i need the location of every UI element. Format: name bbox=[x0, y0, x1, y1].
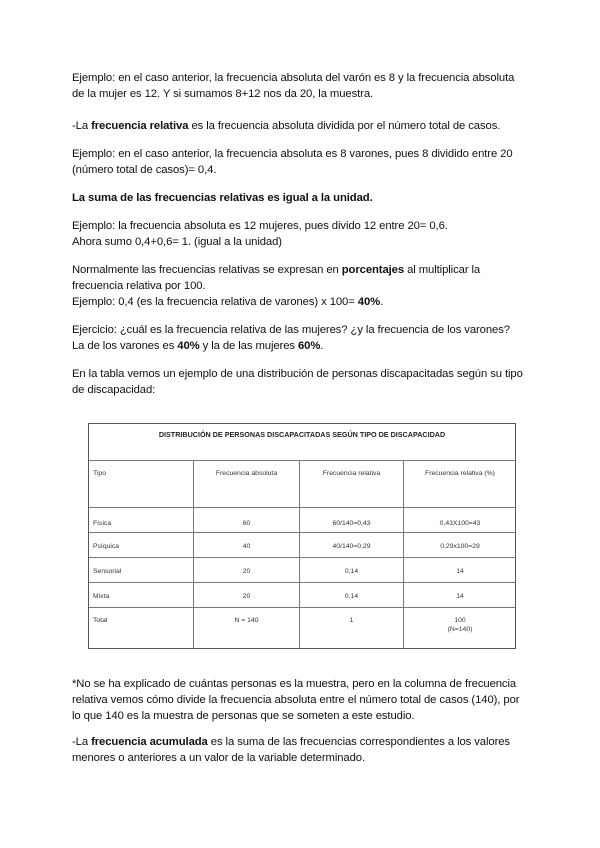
bold-term: porcentajes bbox=[341, 264, 405, 276]
row-divider bbox=[89, 582, 515, 583]
sample-note-paragraph bbox=[72, 676, 532, 724]
example-paragraph-3 bbox=[72, 218, 532, 250]
example-paragraph-2 bbox=[72, 146, 532, 178]
percentage-paragraph bbox=[72, 262, 532, 310]
table-intro-paragraph bbox=[72, 366, 532, 398]
table-cell: N = 140 bbox=[234, 617, 259, 624]
text-line: Ahora sumo 0,4+0,6= 1. (igual a la unidad) bbox=[72, 236, 282, 248]
table-cell: 20 bbox=[242, 568, 251, 575]
bold-term: frecuencia relativa bbox=[91, 120, 189, 132]
bold-term: 40% bbox=[177, 340, 200, 352]
bold-term: 60% bbox=[297, 340, 321, 352]
table-cell: Sensorial bbox=[93, 568, 122, 575]
text-line: *No se ha explicado de cuántas personas es la muestra, pero en la columna de frecuencia bbox=[72, 678, 517, 690]
table-cell: Total bbox=[93, 617, 108, 624]
bold-statement-text: La suma de las frecuencias relativas es igual a la unidad. bbox=[72, 192, 373, 204]
bold-term: frecuencia acumulada bbox=[91, 736, 208, 748]
table-cell: 60/140=0,43 bbox=[332, 520, 371, 527]
table-cell: 60 bbox=[242, 520, 251, 527]
table-cell: 100 bbox=[454, 617, 466, 624]
text-line: (número total de casos)= 0,4. bbox=[72, 164, 217, 176]
row-divider bbox=[89, 607, 515, 608]
table-header-cell: Frecuencia relativa bbox=[322, 470, 381, 477]
text-line bbox=[72, 262, 532, 278]
table-cell: 40 bbox=[242, 543, 251, 550]
cumulative-frequency-definition bbox=[72, 734, 532, 766]
relative-frequency-definition bbox=[72, 118, 532, 134]
table-header-cell: Frecuencia absoluta bbox=[215, 470, 278, 477]
table-header-cell: Frecuencia relativa (%) bbox=[425, 470, 495, 477]
table-cell: 1 bbox=[349, 617, 354, 624]
text-span: -La bbox=[72, 120, 92, 132]
disability-distribution-table bbox=[88, 423, 516, 649]
text-line: Ejemplo: la frecuencia absoluta es 12 mujeres, pues divido 12 entre 20= 0,6. bbox=[72, 220, 448, 232]
text-line: Ejemplo: en el caso anterior, la frecuencia absoluta es 8 varones, pues 8 dividido entre 20 bbox=[72, 148, 513, 160]
table-title-divider bbox=[89, 460, 515, 461]
table-cell: 0,14 bbox=[344, 568, 359, 575]
text-span: . bbox=[320, 340, 324, 352]
text-line: frecuencia relativa por 100. bbox=[72, 280, 206, 292]
text-span: Normalmente las frecuencias relativas se expresan en bbox=[72, 264, 342, 276]
text-span: La de los varones es bbox=[72, 340, 178, 352]
text-line: de discapacidad: bbox=[72, 384, 156, 396]
table-cell: 20 bbox=[242, 593, 251, 600]
table-cell: Física bbox=[93, 520, 112, 527]
table-cell: 0,29x100=29 bbox=[440, 543, 480, 550]
text-span: Ejemplo: 0,4 (es la frecuencia relativa de varones) x 100= bbox=[72, 296, 358, 308]
text-line: lo que 140 es la muestra de personas que se someten a este estudio. bbox=[72, 710, 415, 722]
text-line: Ejemplo: en el caso anterior, la frecuencia absoluta del varón es 8 y la frecuencia absoluta bbox=[72, 72, 515, 84]
table-cell-note: (N=140) bbox=[447, 626, 473, 633]
text-line: menores o anteriores a un valor de la variable determinado. bbox=[72, 752, 366, 764]
bold-statement bbox=[72, 190, 532, 206]
text-line: En la tabla vemos un ejemplo de una distribución de personas discapacitadas según su tipo bbox=[72, 368, 523, 380]
table-cell: 14 bbox=[456, 593, 464, 600]
text-line bbox=[72, 734, 532, 750]
example-paragraph-1 bbox=[72, 70, 532, 102]
text-line bbox=[72, 338, 532, 354]
text-span: al multiplicar la bbox=[404, 264, 481, 276]
table-cell: 0,43X100=43 bbox=[439, 520, 481, 527]
table-cell: 40/140=0,29 bbox=[332, 543, 371, 550]
table-title: DISTRIBUCIÓN DE PERSONAS DISCAPACITADAS SEGÚN TIPO DE DISCAPACIDAD bbox=[158, 430, 446, 439]
text-span: . bbox=[380, 296, 384, 308]
text-line: relativa vemos cómo divide la frecuencia absoluta entre el número total de casos (140), por bbox=[72, 694, 520, 706]
text-line bbox=[72, 294, 532, 310]
table-cell: Psíquica bbox=[93, 543, 120, 550]
bold-term: 40% bbox=[357, 296, 381, 308]
text-span: es la suma de las frecuencias correspondientes a los valores bbox=[207, 736, 510, 748]
table-header-cell: Tipo bbox=[93, 470, 106, 477]
table-cell: 0,14 bbox=[344, 593, 359, 600]
text-span: es la frecuencia absoluta dividida por el número total de casos. bbox=[188, 120, 501, 132]
text-span: -La bbox=[72, 736, 92, 748]
table-cell: 14 bbox=[456, 568, 464, 575]
text-span: y la de las mujeres bbox=[199, 340, 298, 352]
text-line: Ejercicio: ¿cuál es la frecuencia relativa de las mujeres? ¿y la frecuencia de los varones? bbox=[72, 324, 510, 336]
table-cell: Mixta bbox=[93, 593, 110, 600]
row-divider bbox=[89, 557, 515, 558]
header-divider bbox=[89, 507, 515, 508]
row-divider bbox=[89, 532, 515, 533]
text-line: de la mujer es 12. Y si sumamos 8+12 nos da 20, la muestra. bbox=[72, 88, 374, 100]
exercise-paragraph bbox=[72, 322, 532, 354]
